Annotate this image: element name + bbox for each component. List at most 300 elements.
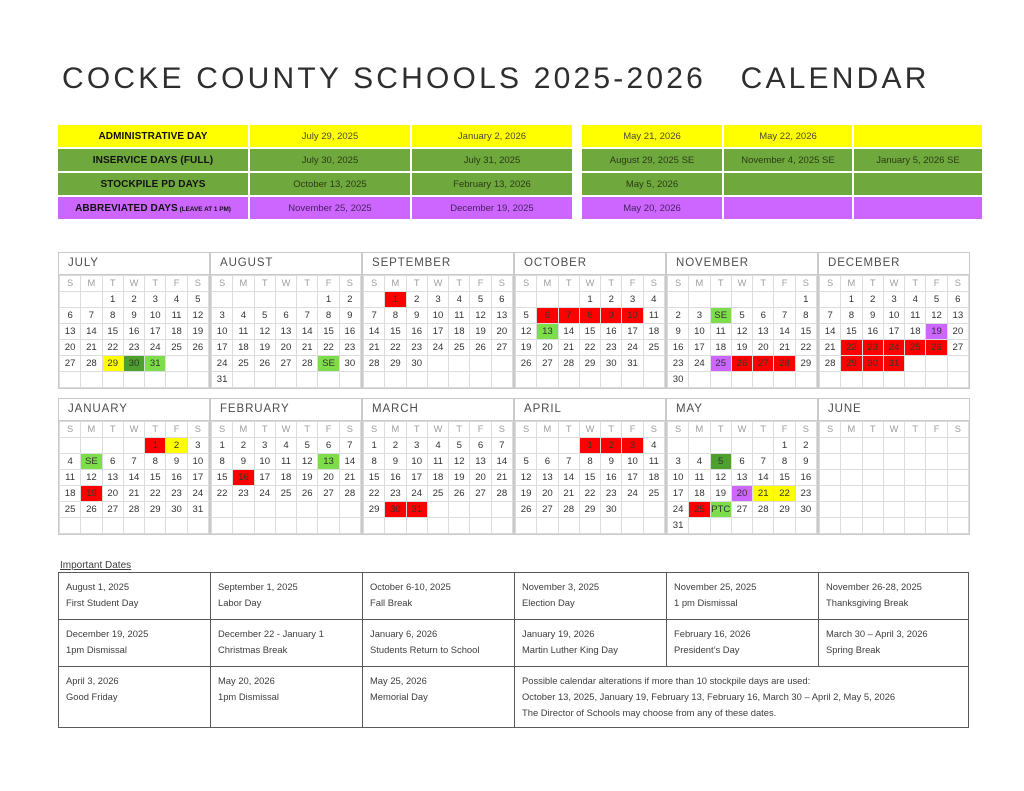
day-cell[interactable]: 19 — [710, 486, 731, 502]
day-cell[interactable] — [841, 502, 862, 518]
day-cell[interactable]: 13 — [318, 454, 339, 470]
day-cell[interactable] — [947, 486, 968, 502]
day-cell[interactable] — [558, 438, 579, 454]
day-cell[interactable]: 11 — [427, 454, 448, 470]
day-cell[interactable]: 22 — [145, 486, 166, 502]
day-cell[interactable] — [643, 518, 664, 534]
day-cell[interactable] — [643, 356, 664, 372]
day-cell[interactable]: 27 — [947, 340, 968, 356]
day-cell[interactable]: 26 — [449, 486, 470, 502]
day-cell[interactable]: 28 — [774, 356, 795, 372]
day-cell[interactable]: 1 — [795, 292, 816, 308]
day-cell[interactable]: 27 — [731, 502, 752, 518]
day-cell[interactable]: 26 — [81, 502, 102, 518]
day-cell[interactable]: 5 — [516, 454, 537, 470]
day-cell[interactable]: 23 — [406, 340, 427, 356]
day-cell[interactable]: 6 — [537, 454, 558, 470]
day-cell[interactable] — [427, 518, 448, 534]
day-cell[interactable]: 6 — [731, 454, 752, 470]
day-cell[interactable]: 7 — [774, 308, 795, 324]
day-cell[interactable]: 5 — [516, 308, 537, 324]
day-cell[interactable] — [862, 486, 883, 502]
day-cell[interactable]: 20 — [60, 340, 81, 356]
day-cell[interactable]: 14 — [753, 470, 774, 486]
day-cell[interactable]: 19 — [81, 486, 102, 502]
day-cell[interactable]: 10 — [689, 324, 710, 340]
day-cell[interactable]: SE — [318, 356, 339, 372]
day-cell[interactable]: 26 — [297, 486, 318, 502]
day-cell[interactable] — [254, 518, 275, 534]
day-cell[interactable] — [491, 356, 512, 372]
day-cell[interactable]: 22 — [318, 340, 339, 356]
day-cell[interactable]: 2 — [385, 438, 406, 454]
day-cell[interactable] — [753, 438, 774, 454]
day-cell[interactable]: 28 — [339, 486, 360, 502]
day-cell[interactable] — [102, 518, 123, 534]
day-cell[interactable]: 13 — [275, 324, 296, 340]
day-cell[interactable]: 18 — [275, 470, 296, 486]
day-cell[interactable]: SE — [81, 454, 102, 470]
day-cell[interactable] — [427, 372, 448, 388]
day-cell[interactable]: 3 — [883, 292, 904, 308]
day-cell[interactable] — [947, 454, 968, 470]
day-cell[interactable] — [470, 518, 491, 534]
day-cell[interactable]: 5 — [731, 308, 752, 324]
day-cell[interactable]: 30 — [668, 372, 689, 388]
day-cell[interactable]: 18 — [427, 470, 448, 486]
day-cell[interactable] — [297, 292, 318, 308]
day-cell[interactable]: 27 — [275, 356, 296, 372]
day-cell[interactable]: 21 — [364, 340, 385, 356]
day-cell[interactable]: 17 — [406, 470, 427, 486]
day-cell[interactable] — [385, 372, 406, 388]
day-cell[interactable]: 23 — [601, 340, 622, 356]
day-cell[interactable]: 8 — [579, 454, 600, 470]
day-cell[interactable] — [774, 292, 795, 308]
day-cell[interactable]: 16 — [385, 470, 406, 486]
day-cell[interactable] — [364, 292, 385, 308]
day-cell[interactable] — [537, 438, 558, 454]
day-cell[interactable] — [449, 502, 470, 518]
day-cell[interactable] — [926, 356, 947, 372]
day-cell[interactable]: 28 — [364, 356, 385, 372]
day-cell[interactable]: 4 — [689, 454, 710, 470]
day-cell[interactable]: 11 — [233, 324, 254, 340]
day-cell[interactable]: 21 — [558, 340, 579, 356]
day-cell[interactable]: SE — [710, 308, 731, 324]
day-cell[interactable]: 22 — [774, 486, 795, 502]
day-cell[interactable] — [753, 372, 774, 388]
day-cell[interactable]: 21 — [820, 340, 841, 356]
day-cell[interactable]: 20 — [947, 324, 968, 340]
day-cell[interactable]: 15 — [145, 470, 166, 486]
day-cell[interactable] — [820, 486, 841, 502]
day-cell[interactable]: 8 — [795, 308, 816, 324]
day-cell[interactable]: 17 — [668, 486, 689, 502]
day-cell[interactable] — [710, 438, 731, 454]
day-cell[interactable]: 11 — [275, 454, 296, 470]
day-cell[interactable]: 31 — [668, 518, 689, 534]
day-cell[interactable] — [516, 518, 537, 534]
day-cell[interactable] — [862, 518, 883, 534]
day-cell[interactable]: 15 — [579, 324, 600, 340]
day-cell[interactable]: 10 — [668, 470, 689, 486]
day-cell[interactable] — [81, 518, 102, 534]
day-cell[interactable]: 24 — [883, 340, 904, 356]
day-cell[interactable]: 8 — [318, 308, 339, 324]
day-cell[interactable] — [820, 502, 841, 518]
day-cell[interactable]: 6 — [318, 438, 339, 454]
day-cell[interactable]: 2 — [601, 292, 622, 308]
day-cell[interactable] — [579, 372, 600, 388]
day-cell[interactable]: 29 — [774, 502, 795, 518]
day-cell[interactable]: 1 — [145, 438, 166, 454]
day-cell[interactable] — [710, 372, 731, 388]
day-cell[interactable] — [841, 470, 862, 486]
day-cell[interactable]: 26 — [254, 356, 275, 372]
day-cell[interactable] — [187, 356, 208, 372]
day-cell[interactable] — [145, 518, 166, 534]
day-cell[interactable]: 28 — [753, 502, 774, 518]
day-cell[interactable]: 7 — [364, 308, 385, 324]
day-cell[interactable]: 17 — [145, 324, 166, 340]
day-cell[interactable]: 19 — [516, 486, 537, 502]
day-cell[interactable] — [926, 372, 947, 388]
day-cell[interactable]: 29 — [841, 356, 862, 372]
day-cell[interactable]: 29 — [795, 356, 816, 372]
day-cell[interactable]: PTC — [710, 502, 731, 518]
day-cell[interactable]: 6 — [102, 454, 123, 470]
day-cell[interactable] — [820, 372, 841, 388]
day-cell[interactable]: 15 — [212, 470, 233, 486]
day-cell[interactable]: 7 — [753, 454, 774, 470]
day-cell[interactable] — [883, 372, 904, 388]
day-cell[interactable] — [883, 438, 904, 454]
day-cell[interactable]: 19 — [731, 340, 752, 356]
day-cell[interactable]: 18 — [449, 324, 470, 340]
day-cell[interactable]: 31 — [187, 502, 208, 518]
day-cell[interactable] — [537, 292, 558, 308]
day-cell[interactable]: 25 — [166, 340, 187, 356]
day-cell[interactable] — [926, 438, 947, 454]
day-cell[interactable]: 23 — [123, 340, 144, 356]
day-cell[interactable]: 9 — [795, 454, 816, 470]
day-cell[interactable]: 17 — [427, 324, 448, 340]
day-cell[interactable]: 30 — [339, 356, 360, 372]
day-cell[interactable]: 9 — [406, 308, 427, 324]
day-cell[interactable]: 11 — [710, 324, 731, 340]
day-cell[interactable] — [60, 438, 81, 454]
day-cell[interactable]: 1 — [579, 292, 600, 308]
day-cell[interactable]: 14 — [364, 324, 385, 340]
day-cell[interactable]: 11 — [905, 308, 926, 324]
day-cell[interactable]: 26 — [731, 356, 752, 372]
day-cell[interactable]: 5 — [710, 454, 731, 470]
day-cell[interactable]: 8 — [102, 308, 123, 324]
day-cell[interactable]: 12 — [187, 308, 208, 324]
day-cell[interactable]: 17 — [622, 324, 643, 340]
day-cell[interactable]: 9 — [668, 324, 689, 340]
day-cell[interactable]: 20 — [537, 340, 558, 356]
day-cell[interactable]: 6 — [470, 438, 491, 454]
day-cell[interactable]: 1 — [102, 292, 123, 308]
day-cell[interactable]: 24 — [689, 356, 710, 372]
day-cell[interactable] — [862, 502, 883, 518]
day-cell[interactable]: 20 — [491, 324, 512, 340]
day-cell[interactable] — [841, 372, 862, 388]
day-cell[interactable]: 18 — [905, 324, 926, 340]
day-cell[interactable] — [795, 518, 816, 534]
day-cell[interactable] — [731, 438, 752, 454]
day-cell[interactable] — [275, 502, 296, 518]
day-cell[interactable]: 15 — [795, 324, 816, 340]
day-cell[interactable]: 21 — [297, 340, 318, 356]
day-cell[interactable]: 8 — [579, 308, 600, 324]
day-cell[interactable]: 28 — [558, 356, 579, 372]
day-cell[interactable]: 2 — [339, 292, 360, 308]
day-cell[interactable] — [516, 438, 537, 454]
day-cell[interactable]: 23 — [668, 356, 689, 372]
day-cell[interactable]: 25 — [60, 502, 81, 518]
day-cell[interactable]: 15 — [579, 470, 600, 486]
day-cell[interactable]: 18 — [710, 340, 731, 356]
day-cell[interactable]: 14 — [297, 324, 318, 340]
day-cell[interactable]: 10 — [622, 308, 643, 324]
day-cell[interactable]: 14 — [820, 324, 841, 340]
day-cell[interactable] — [668, 438, 689, 454]
day-cell[interactable]: 18 — [166, 324, 187, 340]
day-cell[interactable] — [731, 518, 752, 534]
day-cell[interactable]: 12 — [731, 324, 752, 340]
day-cell[interactable]: 20 — [753, 340, 774, 356]
day-cell[interactable] — [233, 372, 254, 388]
day-cell[interactable]: 2 — [601, 438, 622, 454]
day-cell[interactable]: 14 — [558, 470, 579, 486]
day-cell[interactable]: 30 — [166, 502, 187, 518]
day-cell[interactable]: 27 — [102, 502, 123, 518]
day-cell[interactable] — [516, 372, 537, 388]
day-cell[interactable]: 9 — [123, 308, 144, 324]
day-cell[interactable]: 5 — [254, 308, 275, 324]
day-cell[interactable]: 4 — [275, 438, 296, 454]
day-cell[interactable] — [795, 372, 816, 388]
day-cell[interactable]: 11 — [449, 308, 470, 324]
day-cell[interactable]: 7 — [491, 438, 512, 454]
day-cell[interactable]: 19 — [187, 324, 208, 340]
day-cell[interactable] — [470, 356, 491, 372]
day-cell[interactable] — [905, 486, 926, 502]
day-cell[interactable] — [643, 372, 664, 388]
day-cell[interactable] — [905, 438, 926, 454]
day-cell[interactable]: 30 — [385, 502, 406, 518]
day-cell[interactable]: 20 — [537, 486, 558, 502]
day-cell[interactable] — [297, 372, 318, 388]
day-cell[interactable]: 1 — [774, 438, 795, 454]
day-cell[interactable]: 4 — [905, 292, 926, 308]
day-cell[interactable]: 2 — [668, 308, 689, 324]
day-cell[interactable]: 20 — [731, 486, 752, 502]
day-cell[interactable]: 9 — [385, 454, 406, 470]
day-cell[interactable]: 24 — [622, 340, 643, 356]
day-cell[interactable]: 30 — [795, 502, 816, 518]
day-cell[interactable]: 20 — [318, 470, 339, 486]
day-cell[interactable]: 10 — [145, 308, 166, 324]
day-cell[interactable] — [212, 502, 233, 518]
day-cell[interactable]: 28 — [491, 486, 512, 502]
day-cell[interactable]: 13 — [491, 308, 512, 324]
day-cell[interactable] — [60, 372, 81, 388]
day-cell[interactable]: 15 — [102, 324, 123, 340]
day-cell[interactable]: 23 — [795, 486, 816, 502]
day-cell[interactable]: 6 — [491, 292, 512, 308]
day-cell[interactable] — [926, 518, 947, 534]
day-cell[interactable]: 9 — [166, 454, 187, 470]
day-cell[interactable]: 19 — [926, 324, 947, 340]
day-cell[interactable]: 30 — [601, 356, 622, 372]
day-cell[interactable]: 10 — [254, 454, 275, 470]
day-cell[interactable]: 2 — [233, 438, 254, 454]
day-cell[interactable]: 11 — [643, 454, 664, 470]
day-cell[interactable]: 1 — [212, 438, 233, 454]
day-cell[interactable] — [753, 292, 774, 308]
day-cell[interactable]: 13 — [947, 308, 968, 324]
day-cell[interactable] — [233, 518, 254, 534]
day-cell[interactable]: 27 — [537, 356, 558, 372]
day-cell[interactable]: 3 — [427, 292, 448, 308]
day-cell[interactable] — [187, 518, 208, 534]
day-cell[interactable]: 7 — [297, 308, 318, 324]
day-cell[interactable]: 13 — [537, 470, 558, 486]
day-cell[interactable] — [841, 486, 862, 502]
day-cell[interactable]: 12 — [710, 470, 731, 486]
day-cell[interactable]: 17 — [689, 340, 710, 356]
day-cell[interactable] — [364, 518, 385, 534]
day-cell[interactable] — [710, 518, 731, 534]
day-cell[interactable]: 21 — [81, 340, 102, 356]
day-cell[interactable]: 6 — [537, 308, 558, 324]
day-cell[interactable]: 2 — [862, 292, 883, 308]
day-cell[interactable] — [318, 502, 339, 518]
day-cell[interactable]: 3 — [212, 308, 233, 324]
day-cell[interactable]: 18 — [689, 486, 710, 502]
day-cell[interactable] — [339, 502, 360, 518]
day-cell[interactable]: 13 — [537, 324, 558, 340]
day-cell[interactable]: 30 — [601, 502, 622, 518]
day-cell[interactable]: 8 — [364, 454, 385, 470]
day-cell[interactable]: 30 — [123, 356, 144, 372]
day-cell[interactable]: 3 — [145, 292, 166, 308]
day-cell[interactable]: 27 — [537, 502, 558, 518]
day-cell[interactable]: 22 — [795, 340, 816, 356]
day-cell[interactable]: 9 — [601, 454, 622, 470]
day-cell[interactable]: 24 — [406, 486, 427, 502]
day-cell[interactable] — [622, 372, 643, 388]
day-cell[interactable]: 13 — [470, 454, 491, 470]
day-cell[interactable]: 26 — [187, 340, 208, 356]
day-cell[interactable]: 10 — [212, 324, 233, 340]
day-cell[interactable]: 22 — [102, 340, 123, 356]
day-cell[interactable]: 24 — [187, 486, 208, 502]
day-cell[interactable]: 23 — [862, 340, 883, 356]
day-cell[interactable] — [862, 438, 883, 454]
day-cell[interactable]: 10 — [883, 308, 904, 324]
day-cell[interactable] — [427, 502, 448, 518]
day-cell[interactable] — [275, 292, 296, 308]
day-cell[interactable]: 16 — [166, 470, 187, 486]
day-cell[interactable]: 28 — [558, 502, 579, 518]
day-cell[interactable] — [81, 372, 102, 388]
day-cell[interactable] — [254, 502, 275, 518]
day-cell[interactable]: 20 — [275, 340, 296, 356]
day-cell[interactable]: 27 — [318, 486, 339, 502]
day-cell[interactable]: 29 — [579, 502, 600, 518]
day-cell[interactable]: 13 — [102, 470, 123, 486]
day-cell[interactable]: 12 — [297, 454, 318, 470]
day-cell[interactable]: 20 — [470, 470, 491, 486]
day-cell[interactable]: 9 — [233, 454, 254, 470]
day-cell[interactable] — [905, 502, 926, 518]
day-cell[interactable]: 28 — [297, 356, 318, 372]
day-cell[interactable] — [905, 454, 926, 470]
day-cell[interactable]: 20 — [102, 486, 123, 502]
day-cell[interactable] — [905, 372, 926, 388]
day-cell[interactable]: 24 — [212, 356, 233, 372]
day-cell[interactable] — [364, 372, 385, 388]
day-cell[interactable]: 7 — [558, 454, 579, 470]
day-cell[interactable] — [820, 454, 841, 470]
day-cell[interactable]: 1 — [385, 292, 406, 308]
day-cell[interactable]: 1 — [364, 438, 385, 454]
day-cell[interactable] — [947, 372, 968, 388]
day-cell[interactable]: 25 — [643, 340, 664, 356]
day-cell[interactable] — [841, 454, 862, 470]
day-cell[interactable] — [774, 372, 795, 388]
day-cell[interactable]: 4 — [427, 438, 448, 454]
day-cell[interactable] — [81, 292, 102, 308]
day-cell[interactable] — [601, 372, 622, 388]
day-cell[interactable] — [731, 292, 752, 308]
day-cell[interactable] — [689, 292, 710, 308]
day-cell[interactable]: 18 — [233, 340, 254, 356]
day-cell[interactable] — [297, 518, 318, 534]
day-cell[interactable]: 7 — [820, 308, 841, 324]
day-cell[interactable]: 11 — [689, 470, 710, 486]
day-cell[interactable] — [841, 438, 862, 454]
day-cell[interactable] — [318, 518, 339, 534]
day-cell[interactable] — [275, 372, 296, 388]
day-cell[interactable]: 25 — [689, 502, 710, 518]
day-cell[interactable]: 31 — [212, 372, 233, 388]
day-cell[interactable] — [883, 470, 904, 486]
day-cell[interactable]: 7 — [558, 308, 579, 324]
day-cell[interactable] — [537, 518, 558, 534]
day-cell[interactable]: 1 — [841, 292, 862, 308]
day-cell[interactable]: 4 — [643, 292, 664, 308]
day-cell[interactable]: 25 — [643, 486, 664, 502]
day-cell[interactable] — [233, 502, 254, 518]
day-cell[interactable] — [427, 356, 448, 372]
day-cell[interactable]: 3 — [254, 438, 275, 454]
day-cell[interactable]: 13 — [731, 470, 752, 486]
day-cell[interactable] — [254, 292, 275, 308]
day-cell[interactable]: 17 — [622, 470, 643, 486]
day-cell[interactable]: 30 — [862, 356, 883, 372]
day-cell[interactable] — [406, 372, 427, 388]
day-cell[interactable]: 5 — [449, 438, 470, 454]
day-cell[interactable] — [883, 486, 904, 502]
day-cell[interactable]: 26 — [926, 340, 947, 356]
day-cell[interactable]: 28 — [123, 502, 144, 518]
